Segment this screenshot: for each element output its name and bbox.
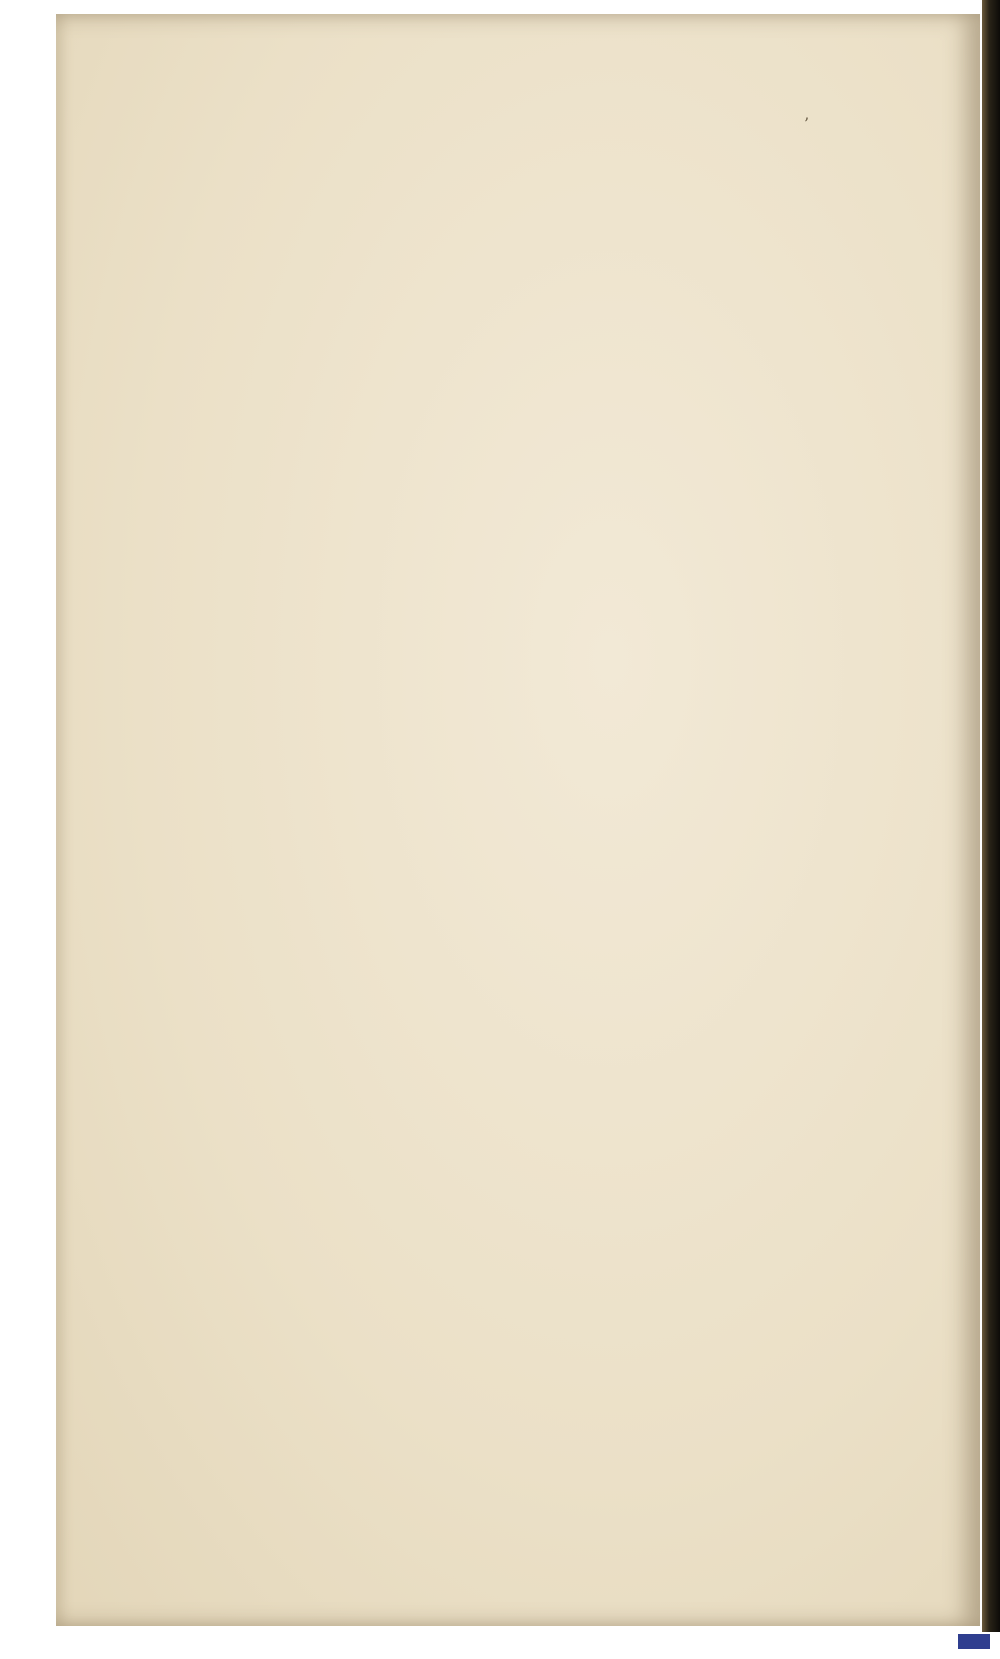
dfg-logo	[958, 1634, 990, 1649]
header-ornament: ’	[804, 114, 810, 133]
book-page	[56, 14, 980, 1626]
book-spine-shadow	[982, 0, 1000, 1632]
